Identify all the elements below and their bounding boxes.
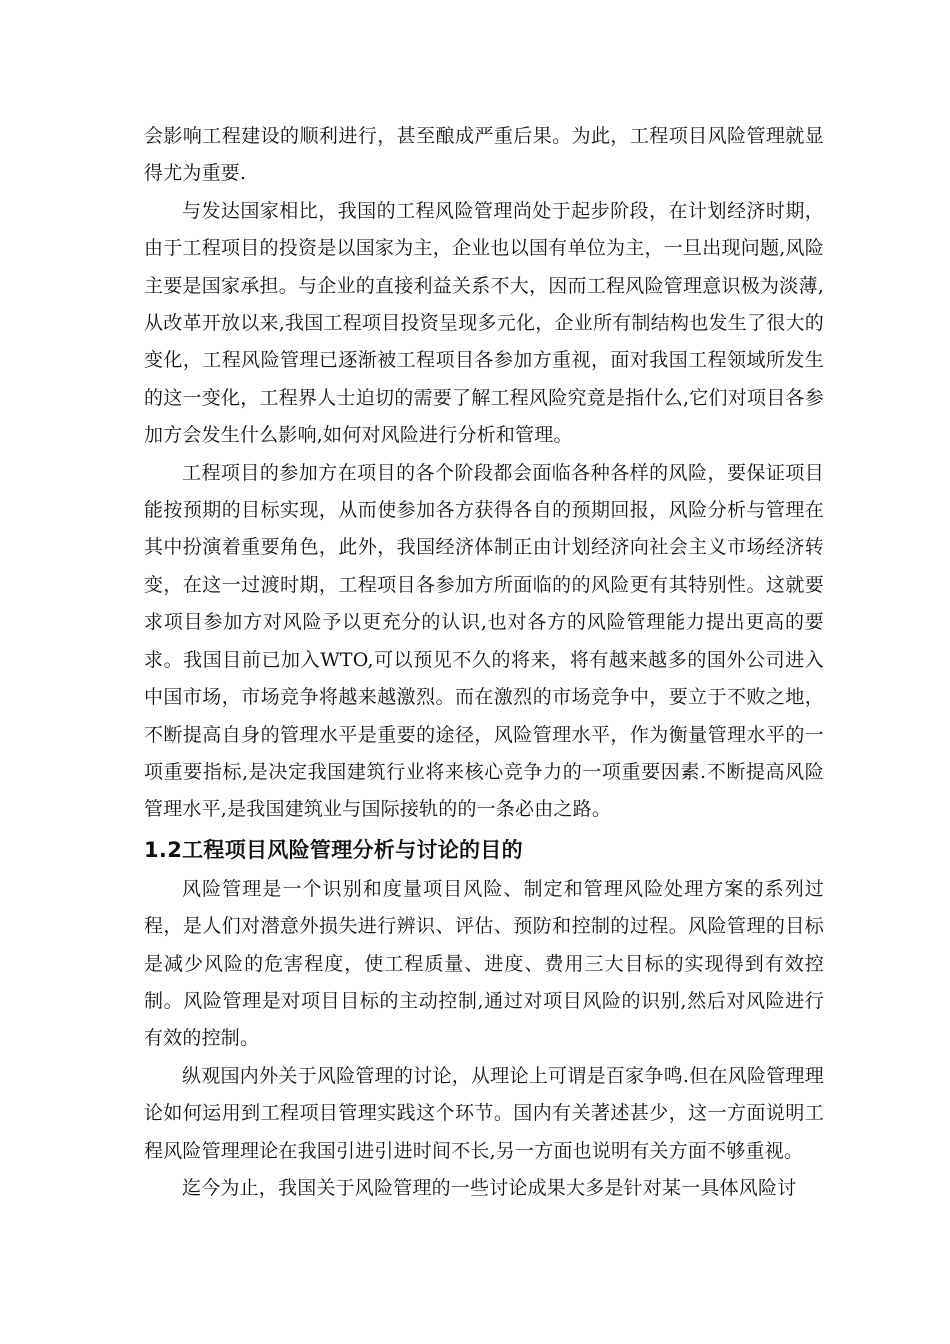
section-heading: 1.2工程项目风险管理分析与讨论的目的 [144,837,523,862]
paragraph-6: 迄今为止，我国关于风险管理的一些讨论成果大多是针对某一具体风险讨 [182,1176,797,1199]
paragraph-1: 会影响工程建设的顺利进行，甚至酿成严重后果。为此，工程项目风险管理就显得尤为重要. [144,125,824,185]
paragraph-2: 与发达国家相比，我国的工程风险管理尚处于起步阶段，在计划经济时期，由于工程项目的投资是以国家为主，企业也以国有单位为主，一旦出现问题,风险主要是国家承担。与企业的直接利益关系不大，因而工程风险管理意识极为淡薄,从改革开放以来,我国工程项目投资呈现多元化，企业所有制结构也发生了很大的变化，工程风险管理已逐渐被工程项目各参加方重视，面对我国工程领域所发生的这一变化，工程界人士迫切的需要了解工程风险究竟是指什么,它们对项目各参加方会发生什么影响,如何对风险进行分析和管理。 [144,199,824,447]
paragraph-4: 风险管理是一个识别和度量项目风险、制定和管理风险处理方案的系列过程，是人们对潜意外损失进行辨识、评估、预防和控制的过程。风险管理的目标是减少风险的危害程度，使工程质量、进度、费用三大目标的实现得到有效控制。风险管理是对项目目标的主动控制,通过对项目风险的识别,然后对风险进行有效的控制。 [144,877,824,1050]
paragraph-5: 纵观国内外关于风险管理的讨论，从理论上可谓是百家争鸣.但在风险管理理论如何运用到工程项目管理实践这个环节。国内有关著述甚少，这一方面说明工程风险管理理论在我国引进引进时间不长,另一方面也说明有关方面不够重视。 [144,1064,824,1162]
paragraph-3: 工程项目的参加方在项目的各个阶段都会面临各种各样的风险，要保证项目能按预期的目标实现，从而使参加各方获得各自的预期回报，风险分析与管理在其中扮演着重要角色，此外，我国经济体制正由计划经济向社会主义市场经济转变，在这一过渡时期，工程项目各参加方所面临的的风险更有其特别性。这就要求项目参加方对风险予以更充分的认识,也对各方的风险管理能力提出更高的要求。我国目前已加入WTO,可以预见不久的将来，将有越来越多的国外公司进入中国市场，市场竞争将越来越激烈。而在激烈的市场竞争中，要立于不败之地，不断提高自身的管理水平是重要的途径，风险管理水平，作为衡量管理水平的一项重要指标,是决定我国建筑行业将来核心竞争力的一项重要因素.不断提高风险管理水平,是我国建筑业与国际接轨的的一条必由之路。 [144,461,824,821]
document-body [144,118,824,1207]
